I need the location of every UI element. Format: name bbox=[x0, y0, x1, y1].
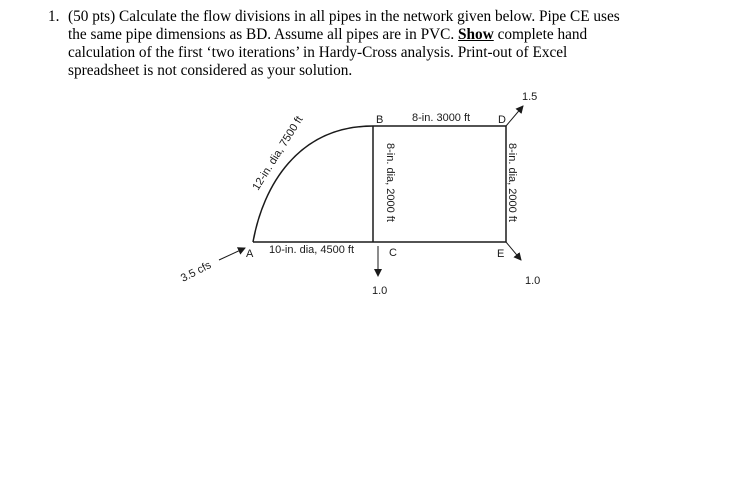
node-label-d: D bbox=[498, 114, 506, 126]
outflow-arrow-d bbox=[506, 106, 523, 126]
problem-line-2-end: complete hand bbox=[493, 26, 588, 43]
problem-line-3: calculation of the first ‘two iterations’ in Hardy-Cross analysis. Print-out of Excel bbox=[68, 44, 568, 61]
problem-line-2-start: the same pipe dimensions as BD. Assume all pipes are in PVC. bbox=[68, 26, 459, 43]
pipe-label-bd: 8-in. 3000 ft bbox=[412, 112, 471, 124]
node-label-e: E bbox=[497, 248, 505, 260]
inflow-arrow-a bbox=[219, 248, 245, 260]
outflow-label-c: 1.0 bbox=[372, 285, 388, 297]
inflow-label-a: 3.5 cfs bbox=[178, 259, 214, 285]
outflow-label-d: 1.5 bbox=[522, 91, 538, 103]
node-label-c: C bbox=[389, 247, 397, 259]
pipe-label-bc: 8-in. dia, 2000 ft bbox=[384, 143, 396, 222]
node-label-a: A bbox=[246, 248, 254, 260]
show-emphasis: Show bbox=[458, 26, 494, 43]
pipe-label-ab: 12-in. dia, 7500 ft bbox=[250, 114, 306, 193]
pipe-label-ac: 10-in. dia, 4500 ft bbox=[269, 244, 355, 256]
node-label-b: B bbox=[376, 114, 384, 126]
outflow-arrow-e bbox=[506, 242, 521, 260]
problem-line-1: (50 pts) Calculate the flow divisions in all pipes in the network given below. Pipe CE uses bbox=[68, 8, 620, 25]
pipe-ab bbox=[253, 126, 373, 242]
problem-line-4: spreadsheet is not considered as your solution. bbox=[68, 62, 353, 79]
pipe-label-de: 8-in. dia, 2000 ft bbox=[506, 143, 518, 222]
problem-number: 1. bbox=[48, 8, 60, 25]
outflow-label-e: 1.0 bbox=[525, 275, 541, 287]
